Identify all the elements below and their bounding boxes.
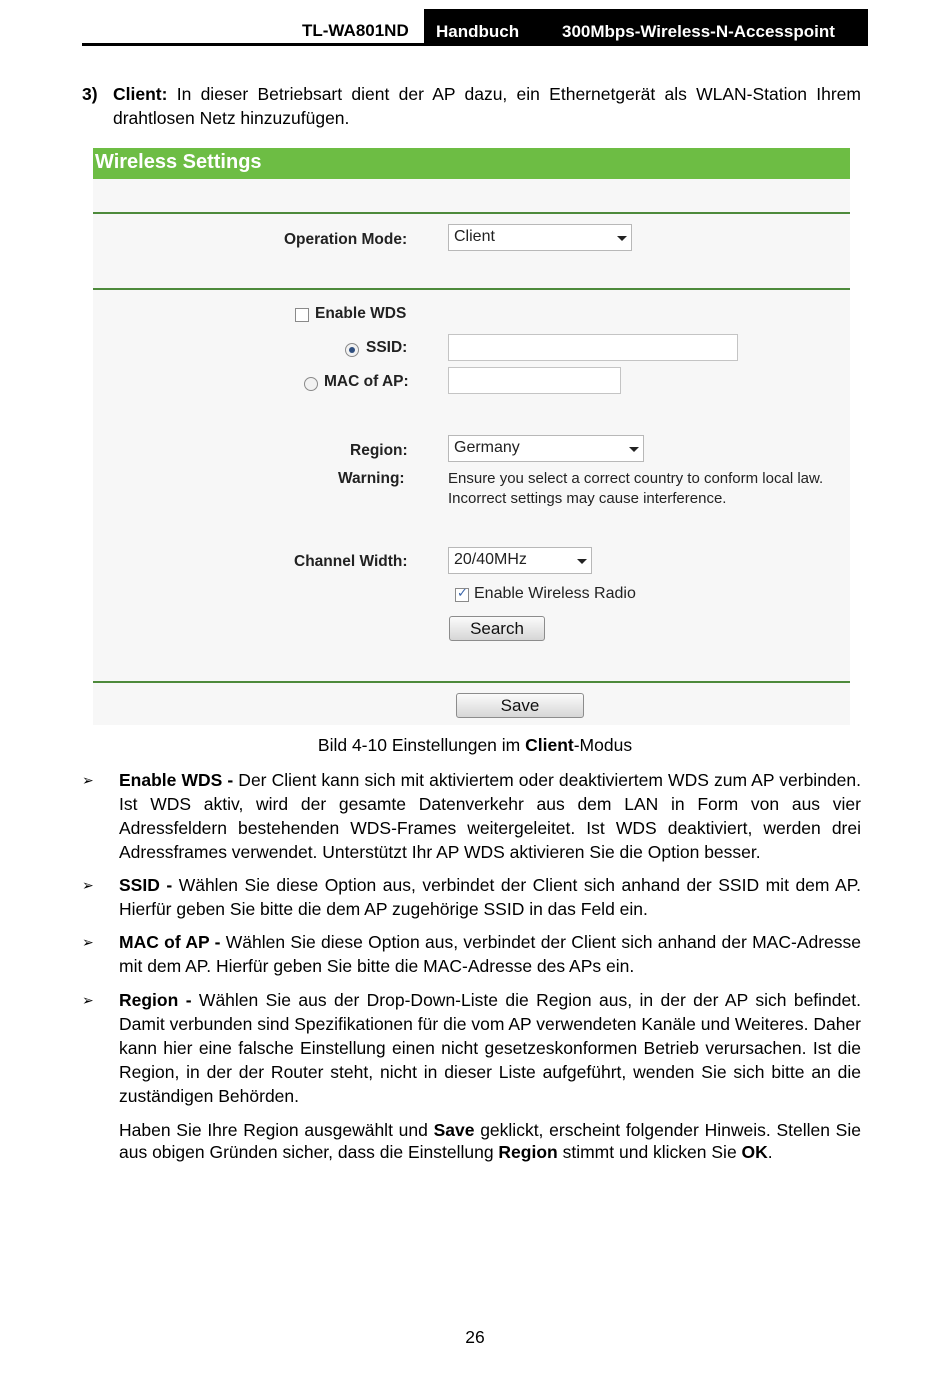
bullet-marker: ➢	[82, 878, 94, 894]
followup-text: .	[767, 1142, 773, 1162]
bullet-term: Enable WDS -	[119, 770, 234, 790]
bullet-marker: ➢	[82, 993, 94, 1009]
region-value: Germany	[454, 439, 520, 456]
save-button[interactable]: Save	[456, 693, 584, 718]
region-select[interactable]	[448, 435, 644, 462]
enable-wds-checkbox[interactable]	[295, 308, 309, 322]
mac-input[interactable]	[448, 367, 621, 394]
chevron-down-icon	[629, 447, 639, 452]
enable-radio-label: Enable Wireless Radio	[474, 585, 636, 602]
followup-bold-save: Save	[433, 1120, 475, 1140]
warning-line-1: Ensure you select a correct country to conform local law.	[448, 470, 824, 487]
mac-radio[interactable]	[304, 377, 318, 391]
panel-title: Wireless Settings	[93, 148, 850, 179]
caption-suffix: -Modus	[573, 735, 633, 755]
bullet-marker: ➢	[82, 935, 94, 951]
followup-text: stimmt und klicken Sie	[557, 1142, 742, 1162]
mac-label: MAC of AP:	[324, 373, 409, 390]
followup-text: geklickt, erscheint folgender Hinweis. Stellen Sie aus obigen Gründen sicher, dass die Einstellung	[119, 1120, 861, 1162]
divider-top	[93, 212, 850, 214]
bullet-term: MAC of AP -	[119, 932, 221, 952]
warning-label: Warning:	[338, 470, 405, 487]
header-model: TL-WA801ND	[302, 21, 409, 40]
intro-paragraph	[113, 82, 861, 130]
figure-caption	[0, 735, 950, 756]
warning-line-2: Incorrect settings may cause interference.	[448, 490, 727, 507]
header-black-bar	[424, 9, 868, 46]
ssid-label: SSID:	[366, 339, 408, 356]
caption-prefix: Bild 4-10 Einstellungen im	[317, 735, 526, 755]
bullet-text: Der Client kann sich mit aktiviertem oder deaktiviertem WDS zum AP verbinden. Ist WDS aktiv, wird der gesamte Datenverkehr aus dem LAN in Form von aus vier Adressfeldern bestehenden WDS-Frames weitergeleitet. Ist WDS deaktiviert, werden drei Adressframes verwendet. Unterstützt Ihr AP WDS aktivieren Sie die Option besser.	[119, 770, 861, 862]
bullet-ssid	[119, 873, 861, 921]
channel-width-value: 20/40MHz	[454, 551, 527, 568]
search-button[interactable]: Search	[449, 616, 545, 641]
enable-radio-checkbox[interactable]	[455, 588, 469, 602]
ssid-radio[interactable]	[345, 343, 359, 357]
divider-middle	[93, 288, 850, 290]
bullet-text: Wählen Sie aus der Drop-Down-Liste die Region aus, in der der AP sich befindet. Damit verbunden sind Spezifikationen für die vom AP verwendeten Kanäle und Weiteres. Daher kann hier eine falsche Einstellung einen nicht gesetzeskonformen Betrieb verursachen. Ist die Region, in der der Router steht, nicht in dieser Liste aufgeführt, wenden Sie sich bitte an die zuständigen Behörden.	[119, 990, 861, 1106]
caption-bold: Client	[525, 735, 574, 755]
channel-width-select[interactable]	[448, 547, 592, 574]
operation-mode-value: Client	[454, 228, 495, 245]
bullet-region	[119, 988, 861, 1108]
region-label: Region:	[350, 442, 408, 459]
followup-paragraph	[119, 1119, 861, 1163]
enable-wds-label: Enable WDS	[315, 305, 407, 322]
bullet-term: Region -	[119, 990, 192, 1010]
followup-bold-ok: OK	[741, 1142, 768, 1162]
followup-text: Haben Sie Ihre Region ausgewählt und	[119, 1120, 434, 1140]
bullet-text: Wählen Sie diese Option aus, verbindet der Client sich anhand der MAC-Adresse mit dem AP. Hierfür geben Sie bitte die MAC-Adresse des APs ein.	[119, 932, 861, 976]
header-manual: Handbuch	[436, 22, 520, 41]
bullet-enable-wds	[119, 768, 861, 864]
page-number: 26	[465, 1327, 485, 1347]
bullet-marker: ➢	[82, 773, 94, 789]
chevron-down-icon	[617, 236, 627, 241]
header-product: 300Mbps-Wireless-N-Accesspoint	[562, 22, 835, 41]
wireless-settings-panel	[93, 148, 850, 725]
followup-bold-region: Region	[498, 1142, 558, 1162]
intro-term: Client:	[113, 84, 168, 104]
intro-text: In dieser Betriebsart dient der AP dazu, ein Ethernetgerät als WLAN-Station Ihrem drahtlosen Netz hinzuzufügen.	[113, 84, 861, 128]
operation-mode-select[interactable]	[448, 224, 632, 251]
bullet-mac-of-ap	[119, 930, 861, 978]
bullet-text: Wählen Sie diese Option aus, verbindet der Client sich anhand der SSID mit dem AP. Hierfür geben Sie bitte die dem AP zugehörige SSID in das Feld ein.	[119, 875, 861, 919]
ssid-input[interactable]	[448, 334, 738, 361]
header-rule	[82, 43, 866, 46]
chevron-down-icon	[577, 559, 587, 564]
channel-width-label: Channel Width:	[294, 553, 408, 570]
intro-number: 3)	[82, 84, 98, 104]
operation-mode-label: Operation Mode:	[284, 231, 408, 248]
page-header	[82, 9, 868, 46]
bullet-term: SSID -	[119, 875, 173, 895]
divider-bottom	[93, 681, 850, 683]
